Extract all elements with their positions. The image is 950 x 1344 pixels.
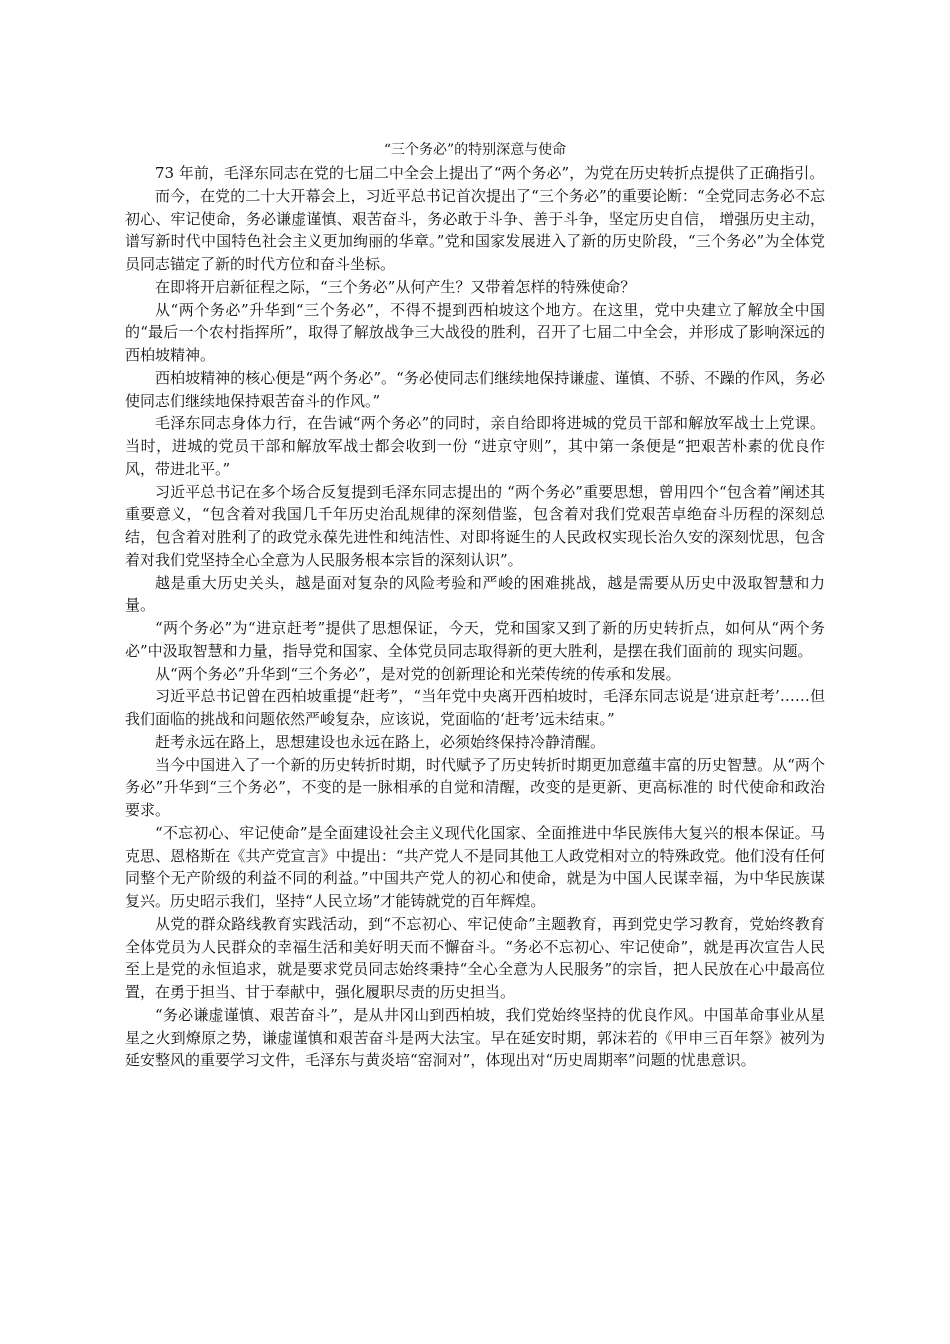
document-page: [125, 138, 825, 1072]
paragraph: 毛泽东同志身体力行，在告诫“两个务必”的同时，亲自给即将进城的党员干部和解放军战士上党课。当时，进城的党员干部和解放军战士都会收到一份 “进京守则”，其中第一条便是“把艰苦朴素的优良作风，带进北平。”: [125, 414, 825, 478]
paragraph: 而今，在党的二十大开幕会上，习近平总书记首次提出了“三个务必”的重要论断：“全党同志务必不忘初心、牢记使命，务必谦虚谨慎、艰苦奋斗，务必敢于斗争、善于斗争，坚定历史自信， 增强历史主动，谱写新时代中国特色社会主义更加绚丽的华章。”党和国家发展进入了新的历史阶段，“三个务必”为全体党员同志锚定了新的时代方位和奋斗坐标。: [125, 186, 825, 273]
paragraph: 越是重大历史关头，越是面对复杂的风险考验和严峻的困难挑战，越是需要从历史中汲取智慧和力量。: [125, 573, 825, 615]
paragraph: 从党的群众路线教育实践活动，到“不忘初心、牢记使命”主题教育，再到党史学习教育，党始终教育全体党员为人民群众的幸福生活和美好明天而不懈奋斗。“务必不忘初心、牢记使命”，就是再次宣告人民至上是党的永恒追求，就是要求党员同志始终秉持“全心全意为人民服务”的宗旨，把人民放在心中最高位置，在勇于担当、甘于奉献中，强化履职尽责的历史担当。: [125, 914, 825, 1001]
paragraph: 从“两个务必”升华到“三个务必”，不得不提到西柏坡这个地方。在这里，党中央建立了解放全中国的“最后一个农村指挥所”，取得了解放战争三大战役的胜利，召开了七届二中全会，并形成了影响深远的西柏坡精神。: [125, 300, 825, 364]
paragraph: 习近平总书记曾在西柏坡重提“赶考”，“当年党中央离开西柏坡时，毛泽东同志说是‘进京赶考’……但我们面临的挑战和问题依然严峻复杂，应该说，党面临的‘赶考’远未结束。”: [125, 687, 825, 728]
paragraph: 当今中国进入了一个新的历史转折时期，时代赋予了历史转折时期更加意蕴丰富的历史智慧。从“两个务必”升华到“三个务必”，不变的是一脉相承的自觉和清醒，改变的是更新、更高标准的 时代使命和政治要求。: [125, 755, 825, 819]
paragraph: 赶考永远在路上，思想建设也永远在路上，必须始终保持冷静清醒。: [155, 732, 606, 751]
paragraph: 73 年前，毛泽东同志在党的七届二中全会上提出了“两个务必”，为党在历史转折点提供了正确指引。: [155, 164, 825, 182]
paragraph: 习近平总书记在多个场合反复提到毛泽东同志提出的 “两个务必”重要思想，曾用四个“包含着”阐述其重要意义，“包含着对我国几千年历史治乱规律的深刻借鉴，包含着对我们党艰苦卓绝奋斗历程的深刻总结，包含着对胜利了的政党永葆先进性和纯洁性、对即将诞生的人民政权实现长治久安的深刻忧思，包含着对我们党坚持全心全意为人民服务根本宗旨的深刻认识”。: [125, 482, 825, 569]
paragraph: 西柏坡精神的核心便是“两个务必”。“务必使同志们继续地保持谦虚、谨慎、不骄、不躁的作风，务必使同志们继续地保持艰苦奋斗的作风。”: [125, 368, 825, 410]
paragraph: “务必谦虚谨慎、艰苦奋斗”，是从井冈山到西柏坡，我们党始终坚持的优良作风。中国革命事业从星星之火到燎原之势，谦虚谨慎和艰苦奋斗是两大法宝。早在延安时期，郭沫若的《甲申三百年祭》被列为延安整风的重要学习文件，毛泽东与黄炎培“窑洞对”，体现出对“历史周期率”问题的忧患意识。: [125, 1005, 825, 1070]
paragraph: “两个务必”为“进京赶考”提供了思想保证，今天，党和国家又到了新的历史转折点，如何从“两个务必”中汲取智慧和力量，指导党和国家、全体党员同志取得新的更大胜利，是摆在我们面前的 现实问题。: [125, 619, 825, 660]
paragraph: 在即将开启新征程之际，“三个务必”从何产生？又带着怎样的特殊使命？: [155, 277, 636, 296]
paragraph: 从“两个务必”升华到“三个务必”，是对党的创新理论和光荣传统的传承和发展。: [155, 664, 681, 683]
paragraph: “不忘初心、牢记使命”是全面建设社会主义现代化国家、全面推进中华民族伟大复兴的根本保证。马克思、恩格斯在《共产党宣言》中提出：“共产党人不是同其他工人政党相对立的特殊政党。他们没有任何同整个无产阶级的利益不同的利益。”中国共产党人的初心和使命，就是为中国人民谋幸福，为中华民族谋复兴。历史昭示我们，坚持“人民立场”才能铸就党的百年辉煌。: [125, 823, 825, 910]
document-title: “三个务必”的特别深意与使命: [383, 142, 567, 158]
